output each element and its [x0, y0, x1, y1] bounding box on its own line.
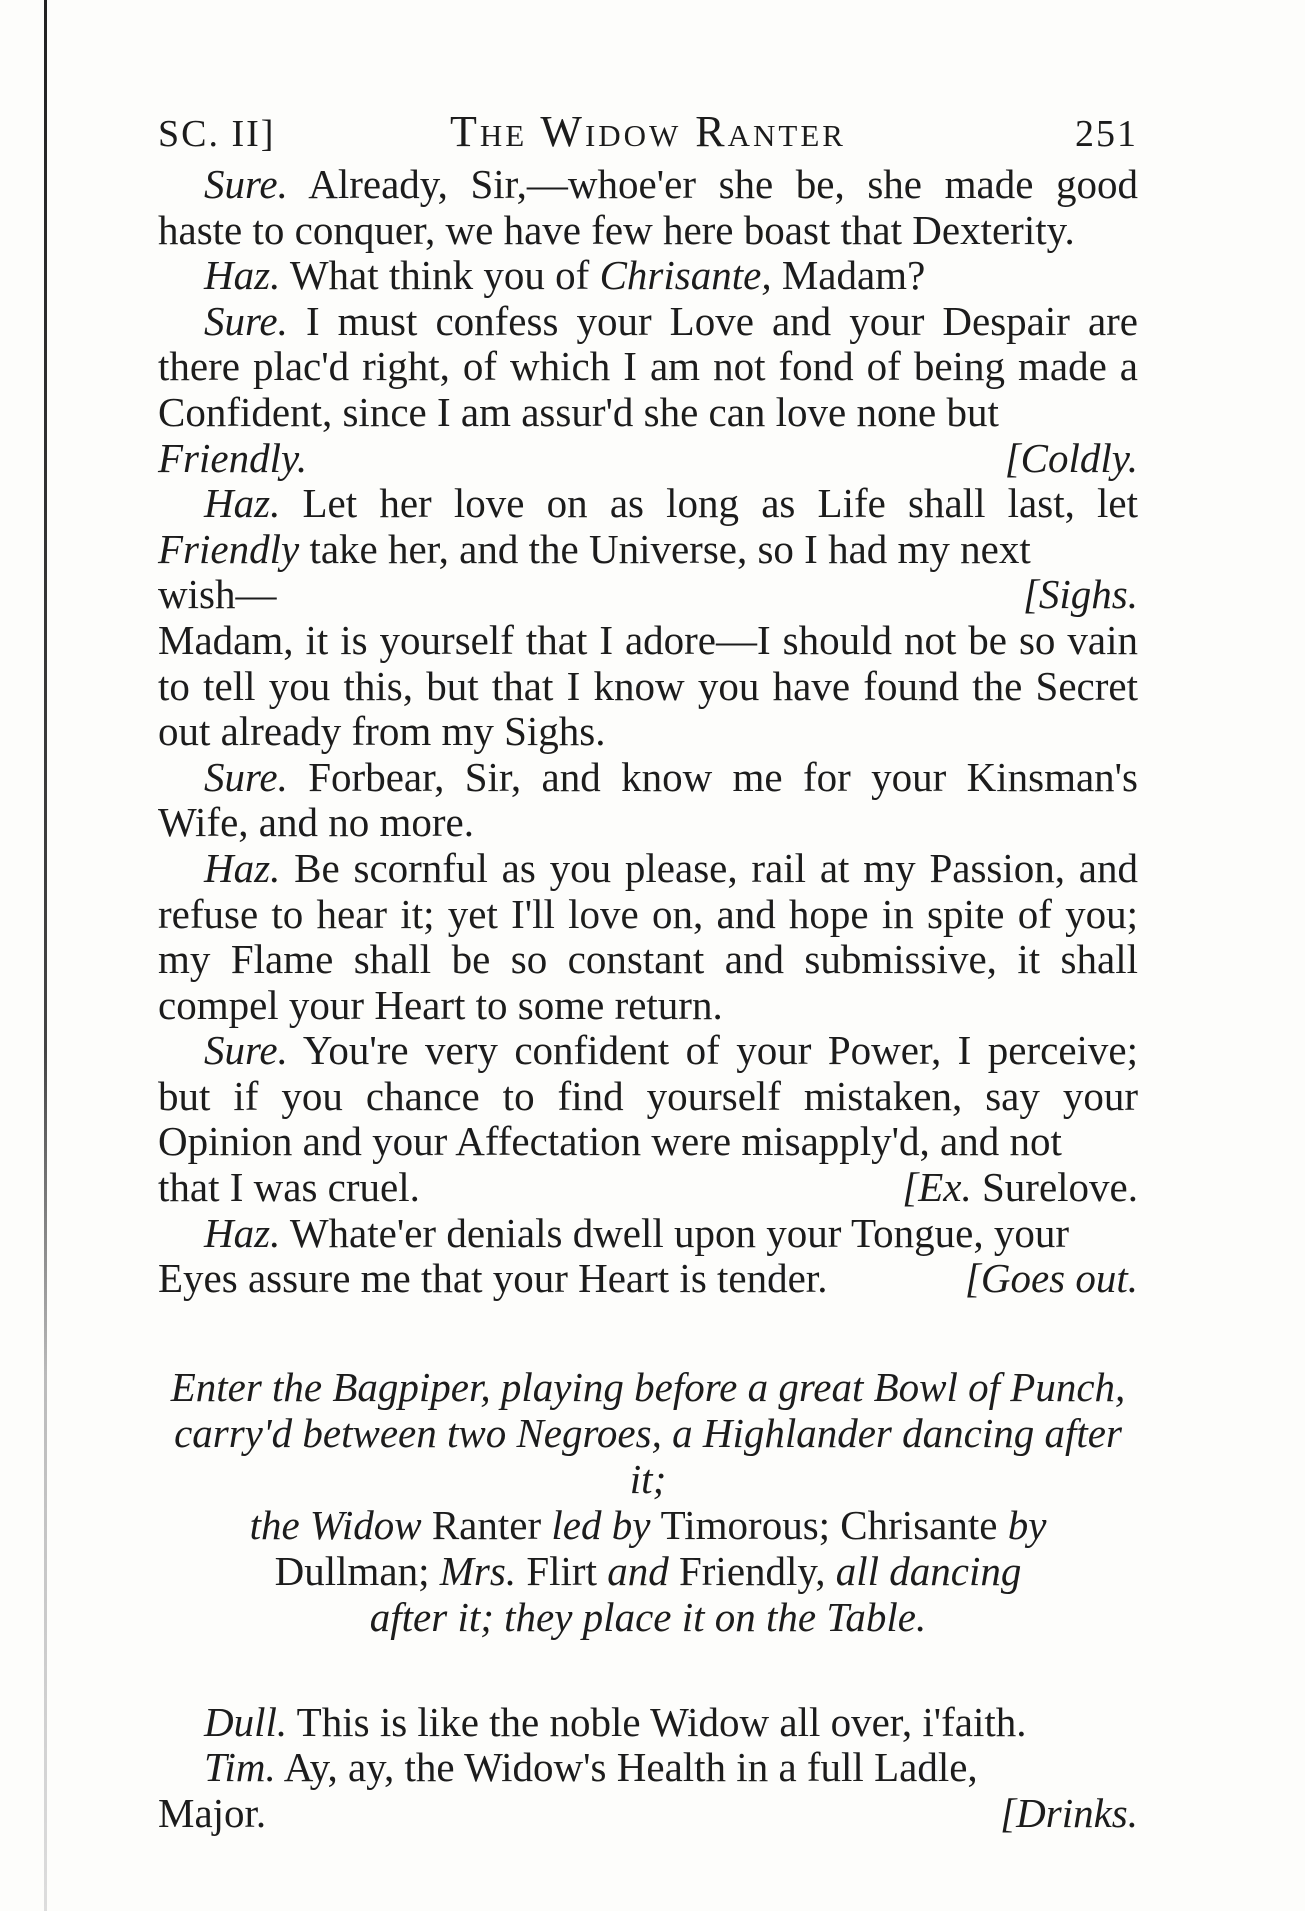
speech-end-line: Major. [Drinks.: [158, 1790, 1138, 1837]
stage-direction: [Drinks.: [1000, 1790, 1138, 1837]
speech: Sure. Forbear, Sir, and know me for your Kinsman's Wife, and no more.: [158, 753, 1139, 846]
stage-direction: [Coldly.: [1004, 434, 1138, 481]
speech-end-line: wish— [Sighs.: [158, 571, 1138, 618]
speech-end-line: Eyes assure me that your Heart is tender. [Goes out.: [158, 1255, 1138, 1302]
speech: Dull. This is like the noble Widow all over, i'faith.: [204, 1698, 1027, 1745]
scene-marker: SC. II]: [158, 113, 276, 155]
stage-direction: [Goes out.: [964, 1255, 1138, 1302]
speech: Sure. You're very confident of your Power, I perceive; but if you chance to find yourself mistaken, say your Opinion and your Affectation were misapply'd, and not: [158, 1027, 1138, 1165]
speech: Haz. What think you of Chrisante, Madam?: [204, 252, 926, 299]
stage-direction-block: Enter the Bagpiper, playing before a great Bowl of Punch, carry'd between two Negroes, a Highlander dancing after it; the Widow Ranter led by Timorous; Chrisante by Dullman; Mrs. Flirt and Friendly, all dancing after it; they place it on the Table.: [170, 1363, 1126, 1640]
speaker: Sure.: [204, 161, 288, 207]
speech-end-line: that I was cruel. [Ex. Surelove.: [158, 1164, 1138, 1211]
play-text: [158, 162, 1138, 1837]
binding-edge: [44, 0, 47, 1911]
running-title: The Widow Ranter: [450, 107, 846, 156]
speaker: Dull.: [204, 1698, 288, 1745]
stage-direction: [Sighs.: [1022, 571, 1138, 618]
book-page: [158, 92, 1138, 1837]
speech: Haz. Be scornful as you please, rail at my Passion, and refuse to hear it; yet I'll love on, and hope in spite of you; my Flame shall be so constant and submissive, it shall compel your Heart to some return.: [158, 844, 1138, 1028]
speaker: Haz.: [204, 1209, 281, 1256]
stage-direction: [Ex. Surelove.: [902, 1164, 1138, 1211]
speaker: Haz.: [204, 252, 281, 299]
speech: Haz. Whate'er denials dwell upon your Tongue, your: [204, 1209, 1069, 1256]
speech: Sure. I must confess your Love and your Despair are there plac'd right, of which I am not fond of being made a Confident, since I am assur'd she can love none but: [158, 297, 1139, 435]
page-number: 251: [1075, 113, 1138, 155]
speaker: Sure.: [204, 297, 288, 344]
speech: Sure. Already, Sir,—whoe'er she be, she made good haste to conquer, we have few here boast that Dexterity.: [158, 161, 1138, 253]
speech-end-line: Friendly. [Coldly.: [158, 434, 1138, 481]
speaker: Sure.: [204, 753, 288, 800]
speaker: Sure.: [204, 1027, 288, 1074]
speech: Tim. Ay, ay, the Widow's Health in a full Ladle,: [204, 1744, 978, 1791]
speech: Haz. Let her love on as long as Life shall last, let Friendly take her, and the Universe, so I had my next: [158, 480, 1138, 572]
speaker: Haz.: [204, 844, 281, 891]
speaker: Haz.: [204, 480, 281, 527]
speech-continuation: Madam, it is yourself that I adore—I should not be so vain to tell you this, but that I know you have found the Secret out already from my Sighs.: [158, 616, 1138, 755]
running-header: [158, 92, 1138, 162]
speaker: Tim.: [204, 1744, 276, 1791]
